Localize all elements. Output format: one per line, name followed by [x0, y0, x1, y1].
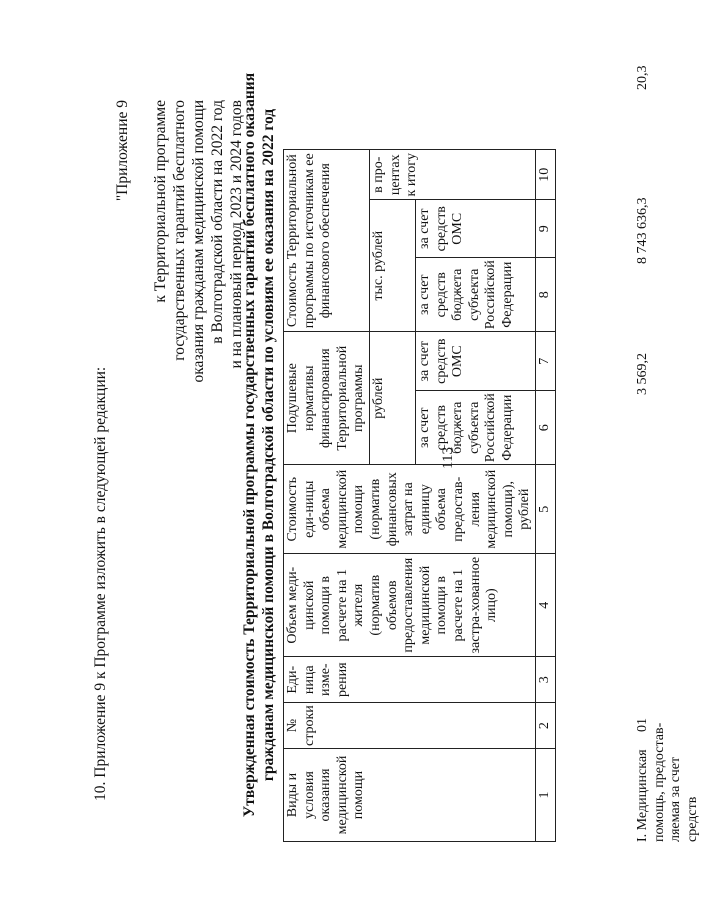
header-percent: в про-центах к итогу — [369, 150, 535, 200]
header-per-capita-norms: Подушевые нормативы финансирования Территориальной программы — [284, 332, 370, 465]
table-row-name — [635, 723, 701, 842]
document-title — [240, 45, 278, 845]
header-line-number: № строки — [284, 703, 536, 749]
column-number: 1 — [535, 749, 555, 842]
column-number: 9 — [535, 200, 555, 258]
column-number: 6 — [535, 391, 555, 465]
row-name-line: ляемая за счет — [668, 756, 684, 842]
header-program-cost: Стоимость Территориальной программы по источникам ее финансового обеспечения — [284, 150, 370, 332]
column-number: 7 — [535, 332, 555, 391]
title-line: гражданам медицинской помощи в Волгоградской области по условиям ее оказания на 2022 год — [260, 108, 277, 782]
intro-text: 10. Приложение 9 к Программе изложить в следующей редакции: — [92, 366, 109, 801]
appendix-header — [113, 100, 246, 400]
column-number: 8 — [535, 258, 555, 332]
header-rub: рублей — [369, 332, 415, 465]
row-norm-budget: 3 569,2 — [635, 353, 650, 395]
row-name-line: средств — [684, 796, 700, 842]
cost-table — [283, 149, 556, 842]
appendix-line: и на плановый период 2023 и 2024 годов — [228, 100, 245, 369]
row-name-line: I. Медицинская — [635, 749, 650, 842]
appendix-line: государственных гарантий бесплатного — [171, 100, 188, 361]
header-norm-oms: за счет средств ОМС — [415, 332, 535, 391]
page-number: 113 — [440, 447, 456, 469]
header-thous-rub: тыс. рублей — [369, 200, 415, 332]
row-cost-budget: 8 743 636,3 — [635, 197, 650, 264]
header-kinds: Виды и условия оказания медицинской помощи — [284, 749, 536, 842]
row-name-line: помощь, предостав- — [651, 722, 667, 842]
appendix-title: "Приложение 9 — [114, 100, 131, 202]
appendix-line: к Территориальной программе — [152, 100, 169, 303]
column-number: 2 — [535, 703, 555, 749]
header-cost-budget: за счет средств бюджета субъекта Российской Федерации — [415, 258, 535, 332]
row-percent: 20,3 — [635, 65, 650, 90]
header-cost-oms: за счет средств ОМС — [415, 200, 535, 258]
header-unit: Еди-ница изме-рения — [284, 657, 536, 703]
title-line: Утвержденная стоимость Территориальной программы государственных гарантий бесплатного оказания — [241, 72, 258, 818]
column-number: 10 — [535, 150, 555, 200]
appendix-line: в Волгоградской области на 2022 год — [209, 100, 226, 344]
row-line-number: 01 — [635, 718, 650, 732]
header-unit-cost: Стоимость еди-ницы объема медицинской помощи (норматив финансовых затрат на единицу объема предостав-ления медицинской помощи), рублей — [284, 465, 536, 554]
column-number: 3 — [535, 657, 555, 703]
header-volume: Объем меди-цинской помощи в расчете на 1 жителя (норматив объемов предоставления медицинской помощи в расчете на 1 застра-хованное лицо) — [284, 554, 536, 657]
column-number: 5 — [535, 465, 555, 554]
column-number: 4 — [535, 554, 555, 657]
header-norm-budget: за счет средств бюджета субъекта Российской Федерации — [415, 391, 535, 465]
appendix-line: оказания гражданам медицинской помощи — [190, 100, 207, 383]
